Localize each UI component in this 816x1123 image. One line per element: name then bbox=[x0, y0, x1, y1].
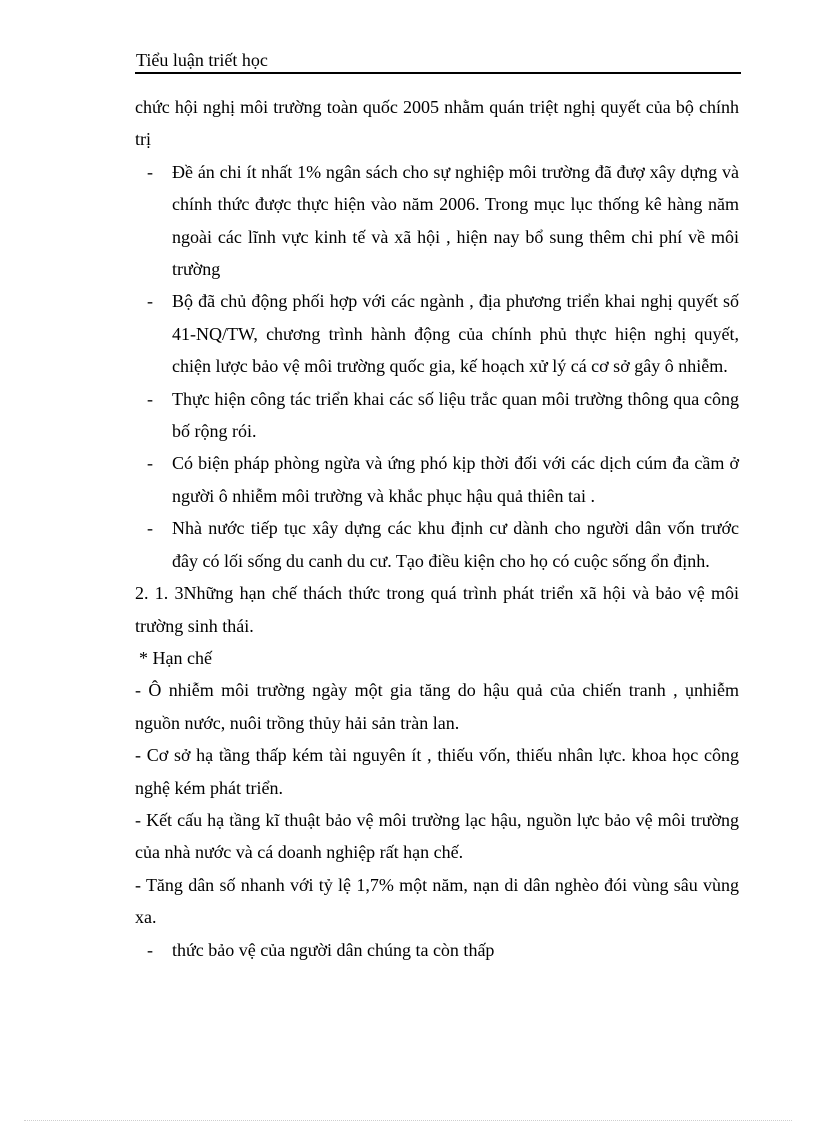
bullet-item bbox=[135, 383, 739, 448]
bullet-dash: - bbox=[147, 388, 153, 409]
bullet-item bbox=[135, 285, 739, 382]
bullet-dash: - bbox=[147, 161, 153, 182]
bullet-dash: - bbox=[147, 518, 153, 539]
section-heading: 2. 1. 3Những hạn chế thách thức trong quá trình phát triển xã hội và bảo vệ môi trường sinh thái. bbox=[135, 583, 739, 636]
sub-heading: * Hạn chế bbox=[139, 647, 212, 668]
document-body bbox=[135, 91, 739, 966]
limitation-item: - Kết cấu hạ tầng kĩ thuật bảo vệ môi trường lạc hậu, nguồn lực bảo vệ môi trường của nhà nước và cá doanh nghiệp rất hạn chế. bbox=[135, 809, 739, 863]
bullet-dash: - bbox=[147, 453, 153, 474]
bullet-item bbox=[135, 934, 739, 966]
bullet-text: Nhà nước tiếp tục xây dựng các khu định cư dành cho người dân vốn trước đây có lối sống du canh du cư. Tạo điều kiện cho họ có cuộc sống ổn định. bbox=[172, 518, 739, 571]
limitation-item: - Ô nhiễm môi trường ngày một gia tăng do hậu quả của chiến tranh , ụnhiễm nguồn nước, nuôi trồng thủy hải sản tràn lan. bbox=[135, 680, 739, 733]
bullet-text: Bộ đã chủ động phối hợp với các ngành , địa phương triển khai nghị quyết số 41-NQ/TW, chương trình hành động của chính phủ thực hiện nghị quyết, chiện lược bảo vệ môi trường quốc gia, kế hoạch xử lý cá cơ sở gây ô nhiễm. bbox=[172, 291, 739, 377]
bullet-item bbox=[135, 512, 739, 577]
bullet-text: Đề án chi ít nhất 1% ngân sách cho sự nghiệp môi trường đã đượ xây dựng và chính thức được thực hiện vào năm 2006. Trong mục lục thống kê hàng năm ngoài các lĩnh vực kinh tế và xã hội , hiện nay bổ sung thêm chi phí về môi trường bbox=[172, 161, 739, 280]
bullet-item bbox=[135, 156, 739, 286]
bullet-text: Thực hiện công tác triển khai các số liệu trắc quan môi trường thông qua công bố rộng rói. bbox=[172, 388, 739, 442]
limitation-item: - Cơ sở hạ tầng thấp kém tài nguyên ít , thiếu vốn, thiếu nhân lực. khoa học công nghệ kém phát triển. bbox=[135, 745, 739, 798]
intro-paragraph: chức hội nghị môi trường toàn quốc 2005 nhằm quán triệt nghị quyết của bộ chính trị bbox=[135, 97, 739, 150]
page-bottom-divider bbox=[24, 1120, 792, 1121]
bullet-text: Có biện pháp phòng ngừa và ứng phó kịp thời đối với các dịch cúm đa cầm ở người ô nhiễm môi trường và khắc phục hậu quả thiên tai . bbox=[172, 453, 739, 506]
header-title: Tiểu luận triết học bbox=[136, 50, 268, 70]
limitation-item: - Tăng dân số nhanh với tỷ lệ 1,7% một năm, nạn di dân nghèo đói vùng sâu vùng xa. bbox=[135, 874, 739, 928]
bullet-item bbox=[135, 447, 739, 512]
page-header bbox=[135, 48, 741, 74]
bullet-dash: - bbox=[147, 291, 153, 312]
bullet-text: thức bảo vệ của người dân chúng ta còn thấp bbox=[172, 939, 495, 960]
bullet-dash: - bbox=[147, 939, 153, 960]
